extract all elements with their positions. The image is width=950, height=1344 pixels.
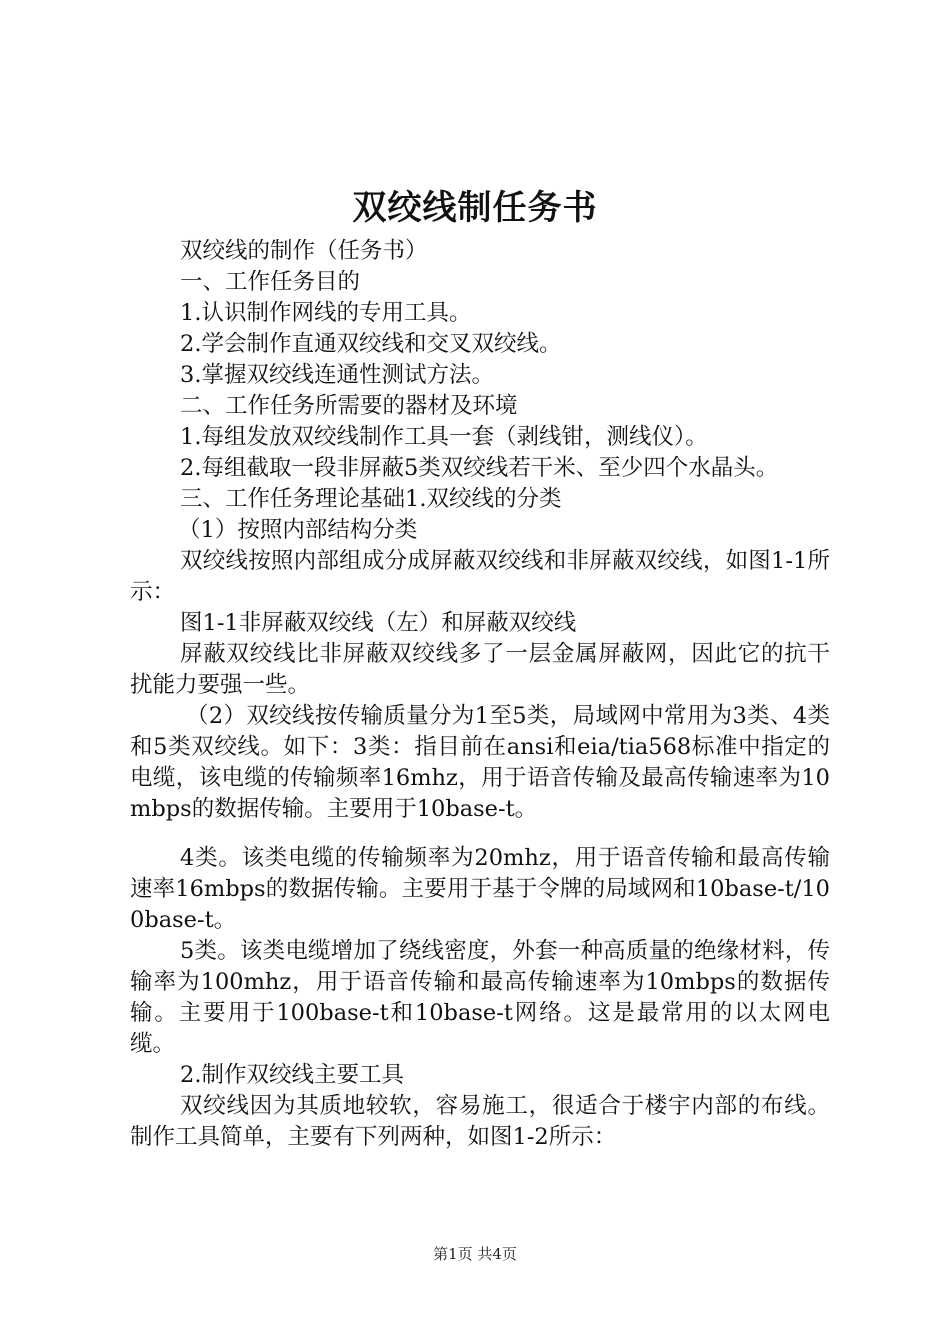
list-item: 2.学会制作直通双绞线和交叉双绞线。 <box>180 331 562 357</box>
body-paragraph: 双绞线按照内部组成分成屏蔽双绞线和非屏蔽双绞线，如图1-1所示： <box>130 548 830 605</box>
list-item: 3.掌握双绞线连通性测试方法。 <box>180 362 494 388</box>
subsection-heading: （1）按照内部结构分类 <box>178 517 418 543</box>
section-heading: 二、工作任务所需要的器材及环境 <box>180 393 518 419</box>
body-paragraph: （2）双绞线按传输质量分为1至5类，局域网中常用为3类、4类和5类双绞线。如下：3类：指目前在ansi和eia/tia568标准中指定的电缆，该电缆的传输频率16mhz，用于语音传输及最高传输速率为10mbps的数据传输。主要用于10base-t。 <box>130 703 830 822</box>
list-item: 1.每组发放双绞线制作工具一套（剥线钳，测线仪）。 <box>180 424 708 450</box>
section-heading: 三、工作任务理论基础1.双绞线的分类 <box>180 486 562 512</box>
doc-subtitle: 双绞线的制作（任务书） <box>180 238 428 264</box>
figure-caption: 图1-1非屏蔽双绞线（左）和屏蔽双绞线 <box>180 610 577 636</box>
page-title: 双绞线制任务书 <box>352 188 598 228</box>
body-paragraph: 5类。该类电缆增加了绕线密度，外套一种高质量的绝缘材料，传输率为100mhz，用于语音传输和最高传输速率为10mbps的数据传输。主要用于100base-t和10base-t网络。这是最常用的以太网电缆。 <box>130 938 830 1057</box>
list-item: 1.认识制作网线的专用工具。 <box>180 300 472 326</box>
body-paragraph: 4类。该类电缆的传输频率为20mhz，用于语音传输和最高传输速率16mbps的数据传输。主要用于基于令牌的局域网和10base-t/100base-t。 <box>130 845 830 933</box>
subsection-heading: 2.制作双绞线主要工具 <box>180 1062 404 1088</box>
page-number: 第1页 共4页 <box>433 1245 517 1263</box>
list-item: 2.每组截取一段非屏蔽5类双绞线若干米、至少四个水晶头。 <box>180 455 779 481</box>
body-paragraph: 双绞线因为其质地较软，容易施工，很适合于楼宇内部的布线。制作工具简单，主要有下列两种，如图1-2所示： <box>130 1093 830 1150</box>
body-paragraph: 屏蔽双绞线比非屏蔽双绞线多了一层金属屏蔽网，因此它的抗干扰能力要强一些。 <box>130 641 830 698</box>
section-heading: 一、工作任务目的 <box>180 269 361 295</box>
document-body <box>130 236 830 1153</box>
